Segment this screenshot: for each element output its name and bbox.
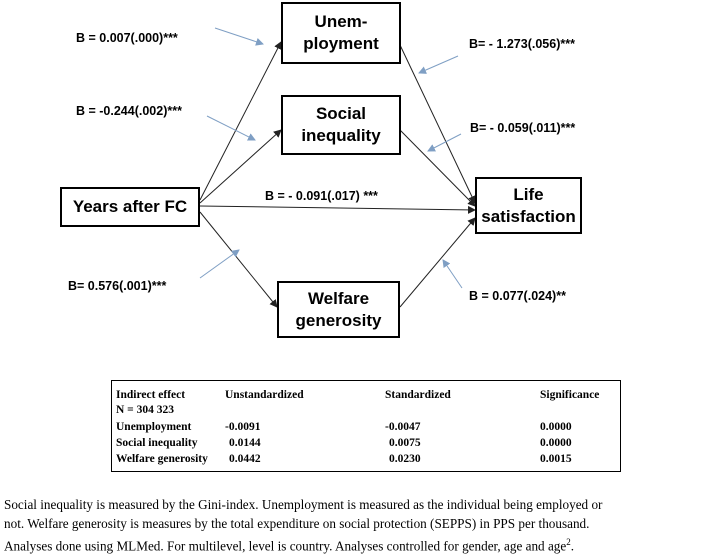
node-unemployment — [281, 2, 401, 64]
arrow-fc-to-life-satisfaction — [200, 206, 475, 210]
arrow-inequality-to-life — [400, 130, 475, 206]
node-unemployment-line2: ployment — [303, 34, 379, 53]
table-row-unemployment-std: -0.0047 — [385, 421, 421, 433]
table-row-welfare-unstd: 0.0442 — [229, 453, 261, 465]
node-life-satisfaction-line1: Life — [513, 184, 544, 204]
coef-welfare-life: B = 0.077(.024)** — [469, 289, 566, 303]
arrow-fc-to-welfare — [200, 212, 277, 307]
arrow-unemployment-to-life — [400, 45, 475, 203]
indirect-effect-table — [111, 380, 621, 472]
table-header-significance: Significance — [540, 389, 600, 401]
table-row-inequality-label: Social inequality — [116, 437, 198, 449]
coef-fc-unemployment: B = 0.007(.000)*** — [76, 31, 178, 45]
table-row-inequality-unstd: 0.0144 — [229, 437, 261, 449]
figure-footnote — [4, 495, 709, 555]
footnote-line-3-end: . — [570, 538, 575, 554]
coef-inequality-life: B= - 0.059(.011)*** — [470, 121, 576, 135]
table-row-welfare-label: Welfare generosity — [116, 453, 208, 465]
node-life-satisfaction — [475, 177, 582, 234]
coef-unemployment-life: B= - 1.273(.056)*** — [469, 37, 575, 51]
arrow-fc-to-unemployment — [200, 42, 281, 200]
node-unemployment-line1: Unem- — [314, 12, 368, 31]
node-years-after-fc-label: Years after FC — [72, 197, 188, 216]
node-social-inequality-line1: Social — [315, 104, 367, 123]
node-welfare-generosity — [277, 281, 400, 338]
coef-fc-social-inequality: B = -0.244(.002)*** — [76, 104, 182, 118]
node-life-satisfaction-line2: satisfaction — [481, 206, 576, 226]
footnote-superscript: 2 — [566, 537, 571, 547]
footnote-line-3-text: Analyses done using MLMed. For multilevel, level is country. Analyses controlled for gender, age and age — [4, 538, 567, 554]
pointer-fc-inequality — [207, 116, 255, 140]
table-row-unemployment-label: Unemployment — [116, 421, 192, 433]
pointer-fc-welfare — [200, 250, 239, 278]
table-row-inequality-sig: 0.0000 — [540, 437, 572, 449]
node-social-inequality-line2: inequality — [301, 126, 381, 145]
footnote-line-1: Social inequality is measured by the Gini-index. Unemployment is measured as the individual being employed or — [4, 497, 603, 512]
node-years-after-fc — [60, 187, 200, 227]
coef-fc-life-satisfaction: B = - 0.091(.017) *** — [265, 189, 378, 203]
table-row-unemployment-sig: 0.0000 — [540, 421, 572, 433]
table-header-standardized: Standardized — [385, 389, 451, 401]
pointer-fc-unemployment — [215, 28, 263, 44]
pointer-welfare-life — [443, 260, 462, 288]
footnote-line-2: not. Welfare generosity is measures by the total expenditure on social protection (SEPPS) in PPS per thousand. — [4, 516, 590, 531]
table-row-welfare-std: 0.0230 — [389, 453, 421, 465]
table-row-inequality-std: 0.0075 — [389, 437, 421, 449]
footnote-line-3 — [4, 533, 709, 555]
table-sample-size: N = 304 323 — [116, 404, 174, 416]
node-welfare-generosity-line2: generosity — [295, 310, 382, 330]
node-welfare-generosity-line1: Welfare — [307, 288, 370, 308]
coef-fc-welfare: B= 0.576(.001)*** — [68, 279, 167, 293]
pointer-inequality-life — [428, 134, 461, 151]
table-row-welfare-sig: 0.0015 — [540, 453, 572, 465]
table-header-unstandardized: Unstandardized — [225, 389, 304, 401]
node-social-inequality — [281, 95, 401, 155]
pointer-unemployment-life — [419, 56, 458, 73]
table-row-unemployment-unstd: -0.0091 — [225, 421, 261, 433]
arrow-welfare-to-life — [400, 218, 475, 307]
table-header-indirect-effect: Indirect effect — [116, 389, 186, 401]
